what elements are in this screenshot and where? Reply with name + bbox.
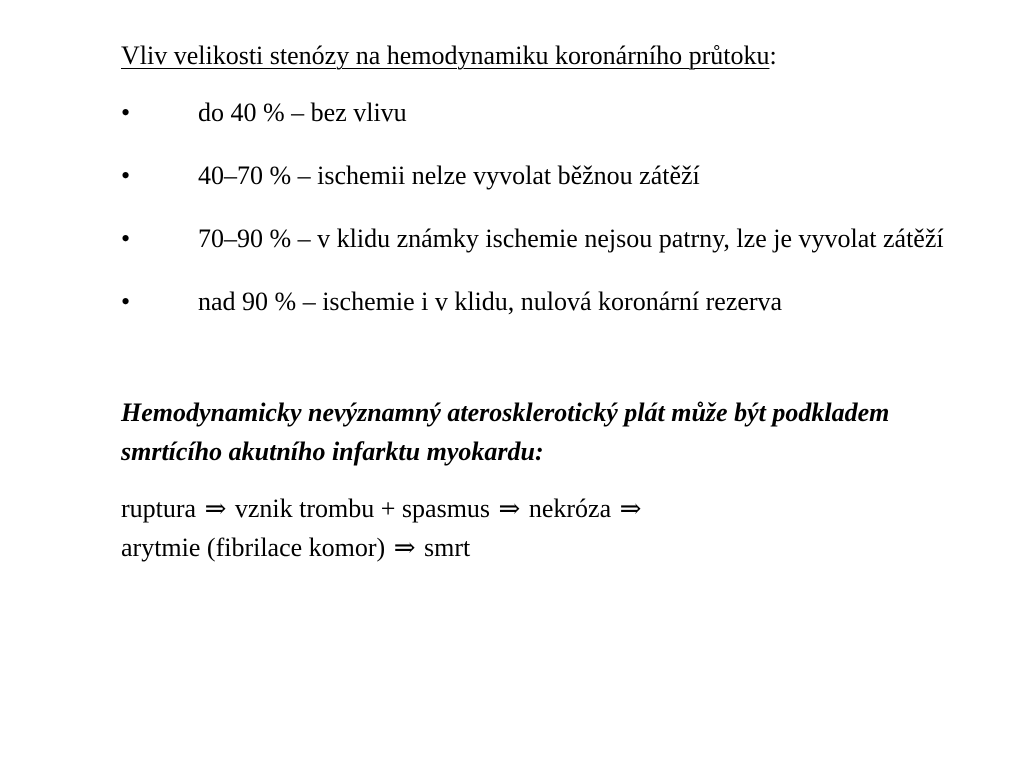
- emphasis-statement: Hemodynamicky nevýznamný aterosklerotický plát může být podkladem smrtícího akutního infarktu myokardu:: [121, 398, 890, 466]
- list-item-text: do 40 % – bez vlivu: [198, 98, 407, 127]
- sequence-step: vznik trombu + spasmus: [234, 494, 491, 523]
- bullet-icon: •: [121, 224, 131, 253]
- section-heading: [121, 36, 881, 75]
- list-item: [121, 282, 954, 321]
- list-item-text: 40–70 % – ischemii nelze vyvolat běžnou zátěží: [198, 161, 700, 190]
- implies-arrow-icon: ⇒: [498, 494, 521, 523]
- implies-arrow-icon: ⇒: [204, 494, 227, 523]
- heading-text: Vliv velikosti stenózy na hemodynamiku koronárního průtoku: [121, 41, 770, 70]
- sequence-step: smrt: [424, 533, 471, 562]
- sequence-step: ruptura: [121, 494, 197, 523]
- causal-sequence: [121, 489, 881, 567]
- stenosis-list: [121, 93, 954, 321]
- spacer: [121, 345, 954, 393]
- implies-arrow-icon: ⇒: [619, 494, 642, 523]
- list-item: [121, 93, 954, 132]
- sequence-step: arytmie (fibrilace komor): [121, 533, 386, 562]
- list-item-text: nad 90 % – ischemie i v klidu, nulová koronární rezerva: [198, 287, 783, 316]
- list-item: [121, 219, 954, 258]
- list-item: [121, 156, 954, 195]
- sequence-step: nekróza: [528, 494, 612, 523]
- implies-arrow-icon: ⇒: [393, 533, 416, 562]
- bullet-icon: •: [121, 161, 131, 190]
- bullet-icon: •: [121, 98, 131, 127]
- list-item-text: 70–90 % – v klidu známky ischemie nejsou patrny, lze je vyvolat zátěží: [198, 224, 944, 253]
- bullet-icon: •: [121, 287, 131, 316]
- heading-suffix: :: [769, 41, 777, 70]
